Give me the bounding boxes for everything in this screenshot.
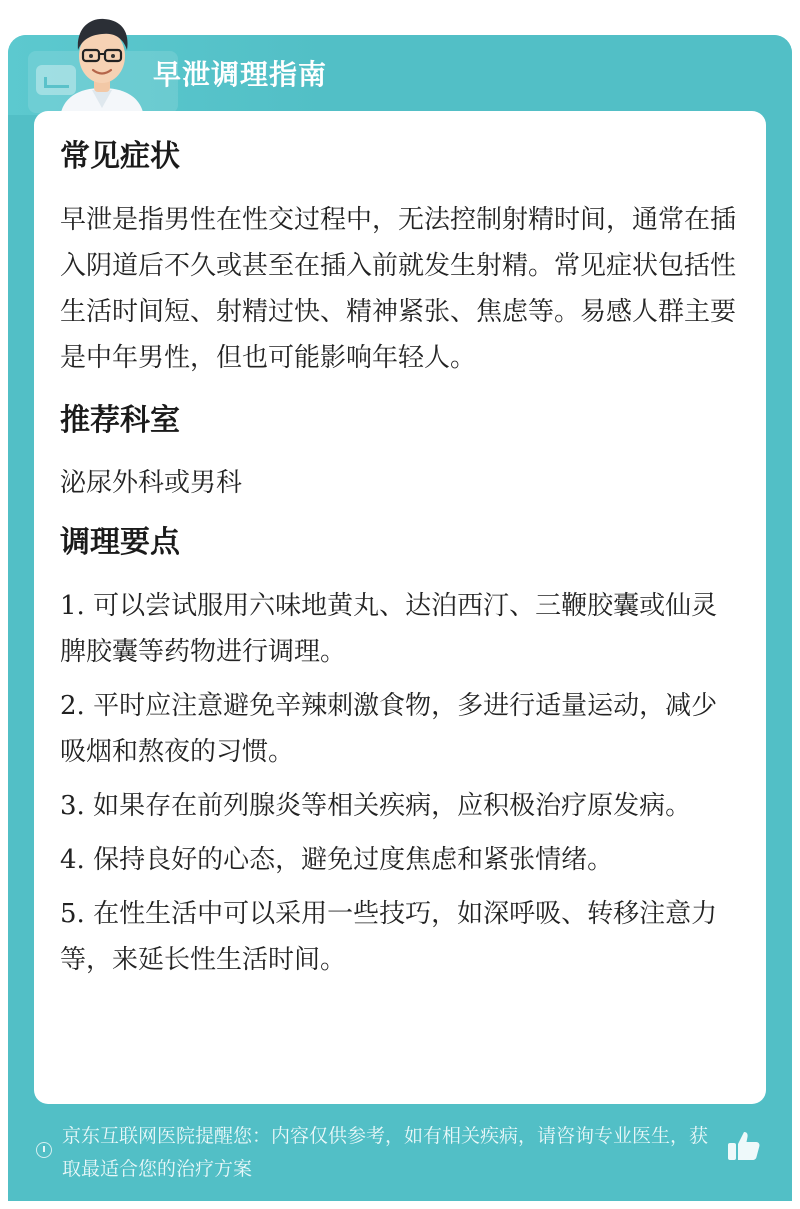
doctor-avatar-icon — [52, 10, 152, 118]
header-band — [8, 35, 792, 115]
list-item-text: 保持良好的心态，避免过度焦虑和紧张情绪。 — [93, 845, 614, 875]
content-card — [34, 111, 766, 1104]
section-title-symptoms: 常见症状 — [60, 139, 180, 174]
list-item-number: 5. — [60, 899, 85, 929]
department-text: 泌尿外科或男科 — [60, 468, 243, 498]
list-item — [60, 837, 740, 883]
info-icon — [36, 1142, 52, 1158]
symptoms-text: 早泄是指男性在性交过程中，无法控制射精时间，通常在插入阴道后不久或甚至在插入前就发生射精。常见症状包括性生活时间短、射精过快、精神紧张、焦虑等。易感人群主要是中年男性，但也可能影响年轻人。 — [60, 205, 737, 373]
list-item-number: 3. — [60, 791, 85, 821]
list-item-text: 可以尝试服用六味地黄丸、达泊西汀、三鞭胶囊或仙灵脾胶囊等药物进行调理。 — [60, 591, 718, 667]
list-item-text: 平时应注意避免辛辣刺激食物，多进行适量运动，减少吸烟和熬夜的习惯。 — [60, 691, 718, 767]
list-item — [60, 583, 740, 675]
thumbs-up-icon[interactable] — [724, 1126, 764, 1166]
guide-panel — [8, 35, 792, 1201]
list-item-text: 如果存在前列腺炎等相关疾病，应积极治疗原发病。 — [93, 791, 692, 821]
list-item-text: 在性生活中可以采用一些技巧，如深呼吸、转移注意力等，来延长性生活时间。 — [60, 899, 718, 975]
disclaimer-text: 京东互联网医院提醒您：内容仅供参考，如有相关疾病，请咨询专业医生，获取最适合您的治疗方案 — [62, 1125, 709, 1180]
section-title-department: 推荐科室 — [60, 403, 180, 438]
list-item — [60, 783, 740, 829]
page-title: 早泄调理指南 — [153, 58, 328, 91]
content-body — [60, 135, 740, 991]
list-item-number: 2. — [60, 691, 85, 721]
list-item-number: 4. — [60, 845, 85, 875]
section-title-care: 调理要点 — [60, 525, 180, 560]
list-item — [60, 891, 740, 983]
list-item — [60, 683, 740, 775]
footer — [34, 1118, 766, 1188]
list-item-number: 1. — [60, 591, 85, 621]
